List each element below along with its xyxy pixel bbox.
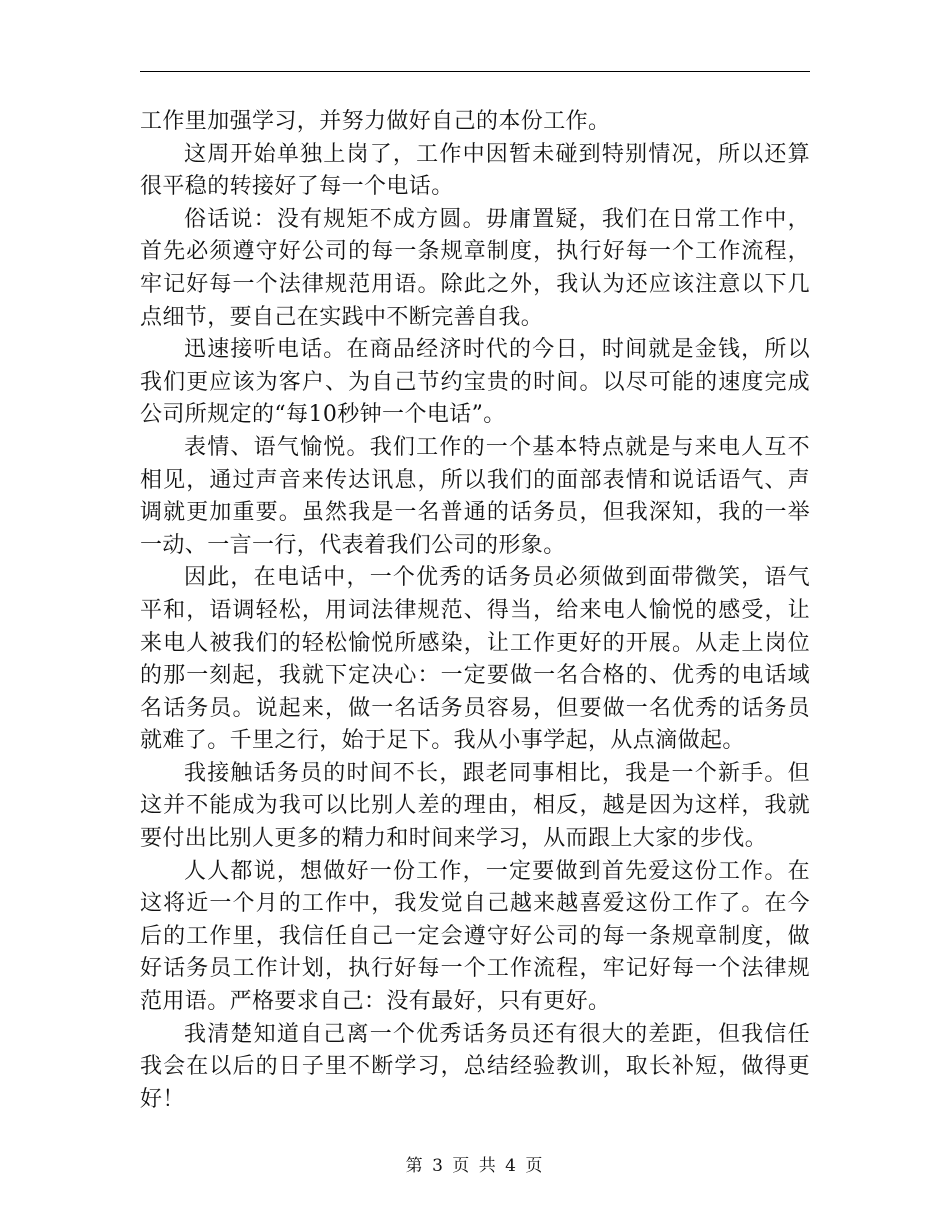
paragraph: 俗话说：没有规矩不成方圆。毋庸置疑，我们在日常工作中，首先必须遵守好公司的每一条规章制度，执行好每一个工作流程，牢记好每一个法律规范用语。除此之外，我认为还应该注意以下几点细节，要自己在实践中不断完善自我。 [140,206,810,330]
paragraph: 因此，在电话中，一个优秀的话务员必须做到面带微笑，语气平和，语调轻松，用词法律规范、得当，给来电人愉悦的感受，让来电人被我们的轻松愉悦所感染，让工作更好的开展。从走上岗位的那一刻起，我就下定决心：一定要做一名合格的、优秀的电话域名话务员。说起来，做一名话务员容易，但要做一名优秀的话务员就难了。千里之行，始于足下。我从小事学起，从点滴做起。 [140,565,810,754]
page-number-footer: 第 3 页 共 4 页 [405,1156,545,1176]
paragraph: 迅速接听电话。在商品经济时代的今日，时间就是金钱，所以我们更应该为客户、为自己节约宝贵的时间。以尽可能的速度完成公司所规定的“每10秒钟一个电话”。 [140,337,810,428]
paragraph: 表情、语气愉悦。我们工作的一个基本特点就是与来电人互不相见，通过声音来传达讯息，所以我们的面部表情和说话语气、声调就更加重要。虽然我是一名普通的话务员，但我深知，我的一举一动、一言一行，代表着我们公司的形象。 [140,434,810,558]
paragraph-continuation: 工作里加强学习，并努力做好自己的本份工作。 [140,109,611,134]
paragraph: 我接触话务员的时间不长，跟老同事相比，我是一个新手。但这并不能成为我可以比别人差的理由，相反，越是因为这样，我就要付出比别人更多的精力和时间来学习，从而跟上大家的步伐。 [140,760,810,852]
paragraph: 人人都说，想做好一份工作，一定要做到首先爱这份工作。在这将近一个月的工作中，我发觉自己越来越喜爱这份工作了。在今后的工作里，我信任自己一定会遵守好公司的每一条规章制度，做好话务员工作计划，执行好每一个工作流程，牢记好每一个法律规范用语。严格要求自己：没有最好，只有更好。 [140,858,810,1015]
paragraph: 我清楚知道自己离一个优秀话务员还有很大的差距，但我信任我会在以后的日子里不断学习，总结经验教训，取长补短，做得更好！ [140,1021,810,1112]
header-rule [140,71,810,72]
paragraph: 这周开始单独上岗了，工作中因暂未碰到特别情况，所以还算很平稳的转接好了每一个电话。 [140,141,810,200]
document-body [140,106,810,1116]
